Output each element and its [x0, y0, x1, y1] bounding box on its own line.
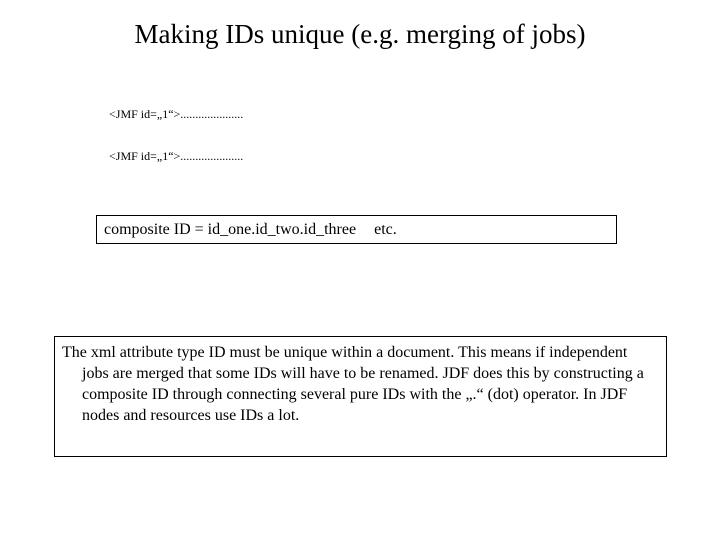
jmf-code-line-2: <JMF id=„1“>.....................	[109, 149, 244, 163]
composite-id-text: composite ID = id_one.id_two.id_three	[104, 221, 357, 238]
jmf-code-line-1: <JMF id=„1“>.....................	[109, 107, 244, 121]
explanation-note-box	[54, 336, 667, 457]
composite-id-etc: etc.	[374, 221, 397, 238]
explanation-note-text: The xml attribute type ID must be unique within a document. This means if independent jobs are merged that some IDs will have to be renamed. JDF does this by constructing a composite ID through connecting several pure IDs with the „.“ (dot) operator. In JDF nodes and resources use IDs a lot.	[62, 344, 644, 424]
composite-id-box	[96, 215, 617, 244]
slide-title: Making IDs unique (e.g. merging of jobs)	[134, 19, 586, 49]
